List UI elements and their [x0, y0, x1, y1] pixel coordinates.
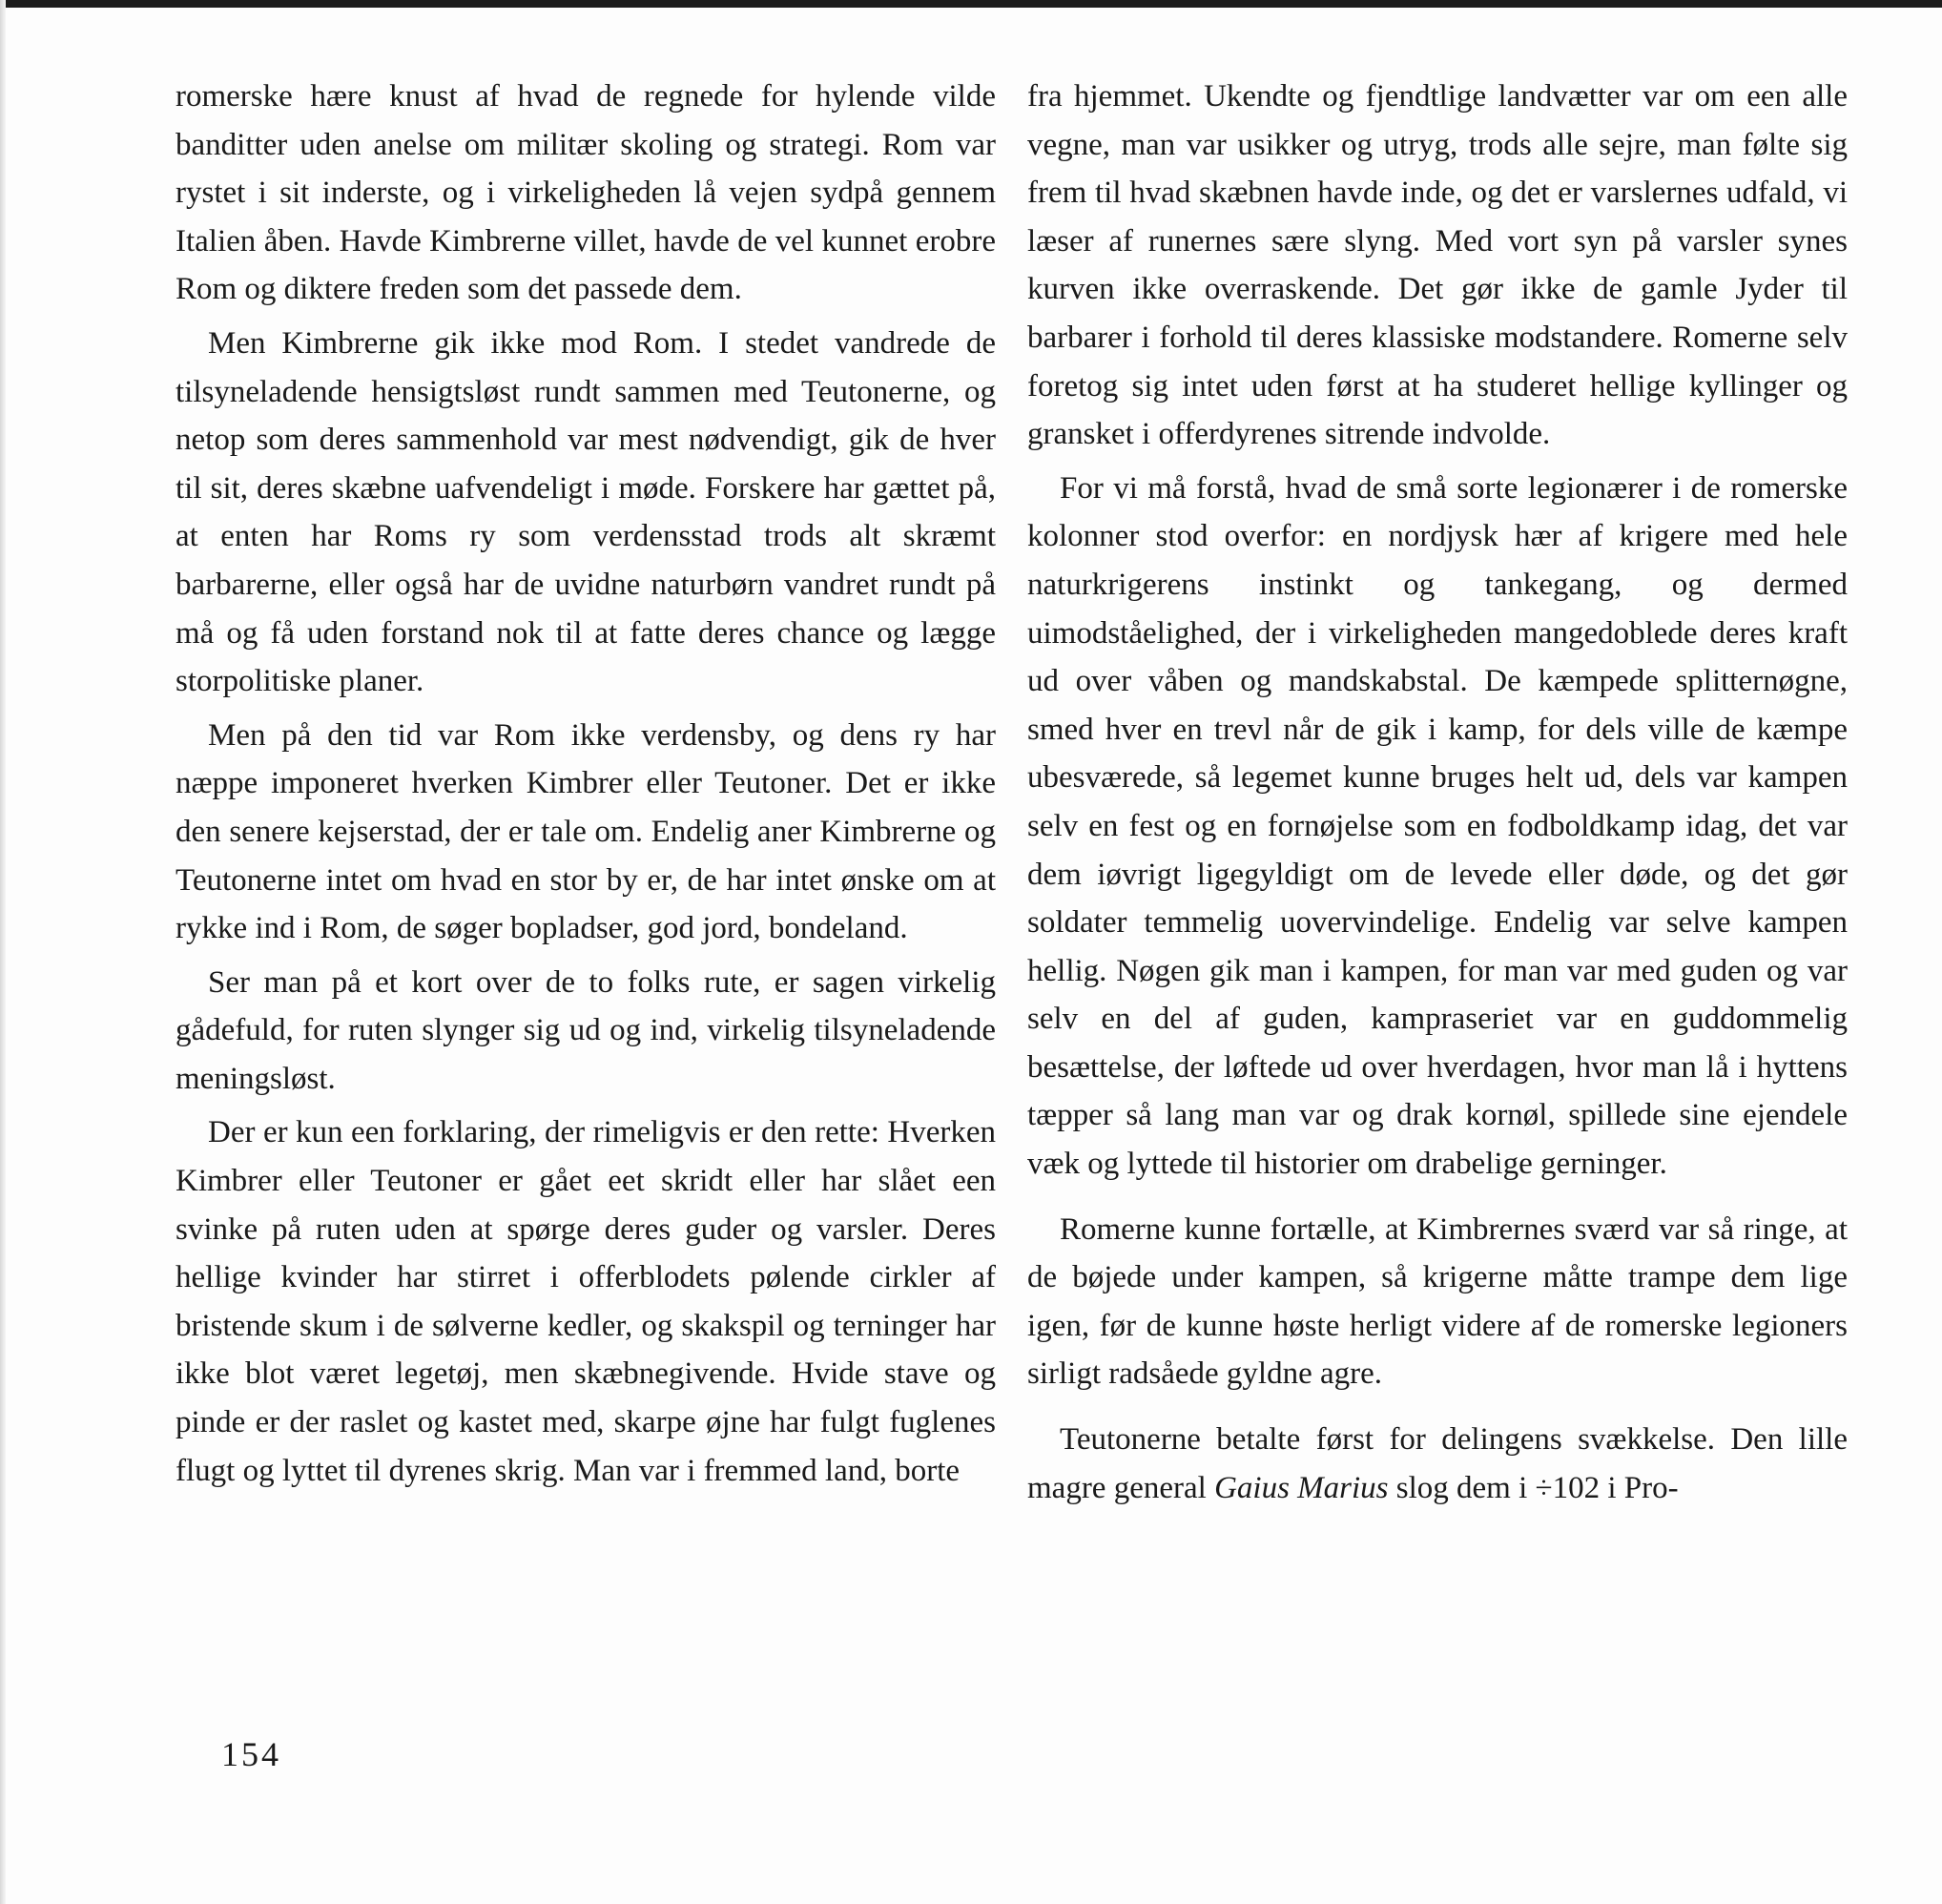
paragraph-text: slog dem i ÷102 i Pro- [1388, 1470, 1679, 1505]
page-number: 154 [221, 1735, 281, 1773]
paragraph-text: Teutonerne betalte først for delingens svækkelse. Den lille magre general [1027, 1422, 1848, 1505]
left-text-column [176, 72, 996, 1495]
paragraph: Men på den tid var Rom ikke verdensby, og dens ry har næppe imponeret hverken Kimbrer eller Teutoner. Det er ikke den senere kejserstad, der er tale om. Endelig aner Kimbrerne og Teutonerne intet om hvad en stor by er, de har intet ønske om at rykke ind i Rom, de søger bopladser, god jord, bondeland. [176, 717, 996, 946]
paragraph: Ser man på et kort over de to folks rute, er sagen virkelig gådefuld, for ruten slynger sig ud og ind, virkelig tilsyneladende meningsløst. [176, 964, 996, 1096]
scan-left-edge [0, 0, 6, 1904]
paragraph: For vi må forstå, hvad de små sorte legionærer i de romerske kolonner stod overfor: en nordjysk hær af krigere med hele naturkrigerens instinkt og tankegang, og dermed uimodståelighed, der i virkeligheden mangedoblede deres kraft ud over våben og mandskabstal. De kæmpede splitternøgne, smed hver en trevl når de gik i kamp, for dels ville de kæmpe ubesværede, så legemet kunne bruges helt ud, dels var kampen selv en fest og en fornøjelse som en fodboldkamp idag, det var dem iøvrigt ligegyldigt om de levede eller døde, og det gør soldater temmelig uovervindelige. Endelig var selve kampen hellig. Nøgen gik man i kampen, for man var med guden og var selv en del af guden, kampraseriet var en guddommelig besættelse, der løftede ud over hverdagen, hvor man lå i hyttens tæpper så lang man var og drak kornøl, spillede sine ejendele væk og lyttede til historier om drabelige gerninger. [1027, 470, 1848, 1182]
paragraph: romerske hære knust af hvad de regnede for hylende vilde banditter uden anelse om militær skoling og strategi. Rom var rystet i sit inderste, og i virkeligheden lå vejen sydpå gennem Italien åben. Havde Kimbrerne villet, havde de vel kunnet erobre Rom og diktere freden som det passede dem. [176, 79, 996, 307]
right-text-column [1027, 72, 1848, 1512]
person-name: Gaius Marius [1214, 1470, 1389, 1505]
paragraph: Romerne kunne fortælle, at Kimbrernes sværd var så ringe, at de bøjede under kampen, så krigerne måtte trampe dem lige igen, før de kunne høste herligt videre af de romerske legioners sirligt radsåede gyldne agre. [1027, 1211, 1848, 1392]
paragraph [1027, 1416, 1848, 1512]
paragraph: Der er kun een forklaring, der rimeligvis er den rette: Hverken Kimbrer eller Teutoner er gået eet skridt eller har slået een svinke på ruten uden at spørge deres guder og varsler. Deres hellige kvinder har stirret i offerblodets pølende cirkler af bristende skum i de sølverne kedler, og skakspil og terninger har ikke blot været legetøj, men skæbnegivende. Hvide stave og pinde er der raslet og kastet med, skarpe øjne har fulgt fuglenes flugt og lyttet til dyrenes skrig. Man var i fremmed land, borte [176, 1115, 996, 1488]
paragraph: fra hjemmet. Ukendte og fjendtlige landvætter var om een alle vegne, man var usikker og utryg, trods alle sejre, man følte sig frem til hvad skæbnen havde inde, og det er varslernes udfald, vi læser af runernes sære slyng. Med vort syn på varsler synes kurven ikke overraskende. Det gør ikke de gamle Jyder til barbarer i forhold til deres klassiske modstandere. Romerne selv foretog sig intet uden først at ha studeret hellige kyllinger og gransket i offerdyrenes sitrende indvolde. [1027, 79, 1848, 452]
scan-top-edge [0, 0, 1942, 8]
paragraph: Men Kimbrerne gik ikke mod Rom. I stedet vandrede de tilsyneladende hensigtsløst rundt sammen med Teutonerne, og netop som deres sammenhold var mest nødvendigt, gik de hver til sit, deres skæbne uafvendeligt i møde. Forskere har gættet på, at enten har Roms ry som verdensstad trods alt skræmt barbarerne, eller også har de uvidne naturbørn vandret rundt på må og få uden forstand nok til at fatte deres chance og lægge storpolitiske planer. [176, 325, 996, 699]
